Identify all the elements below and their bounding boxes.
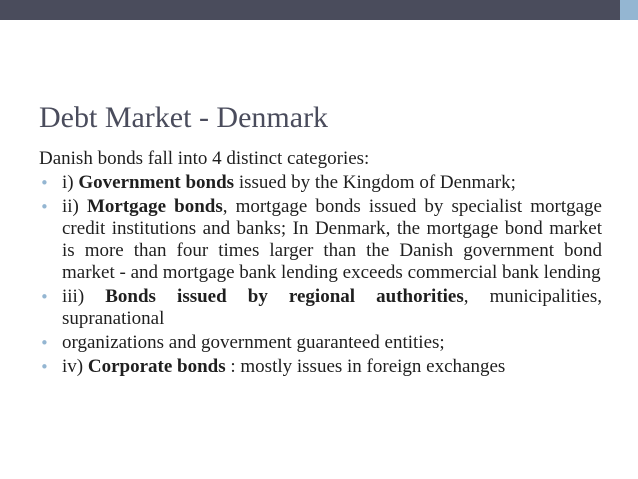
bullet-item-regional-authorities	[39, 286, 602, 330]
slide-title: Debt Market - Denmark	[39, 101, 329, 134]
bullet-icon: •	[40, 174, 49, 192]
item-rest-text: issued by the Kingdom of Denmark;	[234, 172, 516, 193]
item-bold-term: Corporate bonds	[87, 356, 226, 377]
top-decorative-bar	[0, 0, 638, 20]
item-bold-term: Mortgage bonds	[86, 196, 223, 217]
bullet-icon: •	[40, 334, 49, 352]
item-rest-text: , mortgage bonds issued by specialist mortgage credit institutions and banks; In Denmark, the mortgage bond market is more than four times larger than the Danish government bond market - and mortgage bank lending exceeds commercial bank lending	[62, 196, 602, 283]
bullet-icon: •	[40, 288, 49, 306]
item-bold-term: Bonds issued by regional authorities	[105, 286, 464, 307]
slide-body	[39, 148, 602, 380]
item-text: organizations and government guaranteed entities;	[62, 332, 445, 353]
item-prefix: i)	[62, 172, 79, 193]
top-bar-dark-segment	[0, 0, 620, 20]
bullet-item-government-bonds	[39, 172, 602, 194]
intro-text: Danish bonds fall into 4 distinct categories:	[39, 148, 370, 169]
bullet-item-corporate-bonds	[39, 356, 602, 378]
bullet-item-organizations	[39, 332, 602, 354]
item-prefix: iii)	[62, 286, 106, 307]
item-prefix: ii)	[62, 196, 87, 217]
bullet-icon: •	[40, 198, 49, 216]
bullet-item-mortgage-bonds	[39, 196, 602, 284]
item-rest-text: : mostly issues in foreign exchanges	[225, 356, 506, 377]
item-bold-term: Government bonds	[78, 172, 235, 193]
bullet-icon: •	[40, 358, 49, 376]
item-prefix: iv)	[62, 356, 88, 377]
bullet-list	[39, 172, 602, 378]
item-rest-text: , municipalities, supranational	[62, 286, 602, 329]
top-bar-accent-segment	[620, 0, 638, 20]
